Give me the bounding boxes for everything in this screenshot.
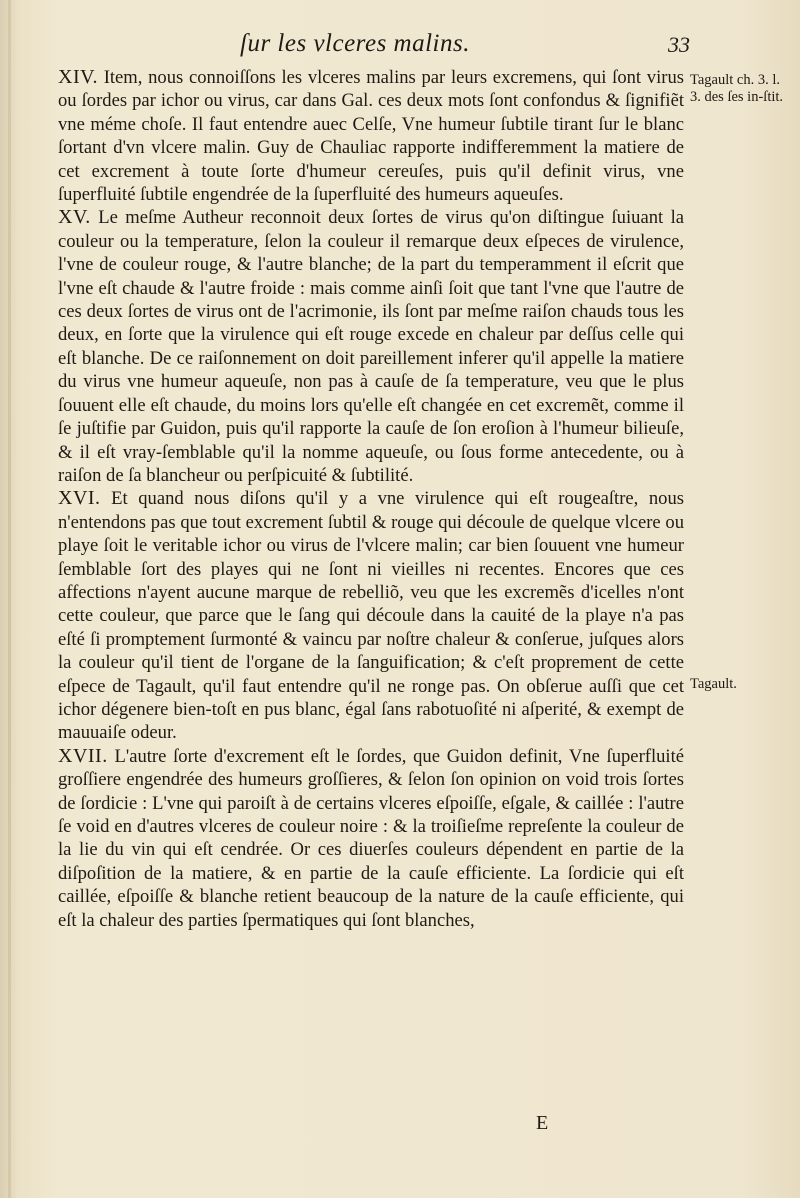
- section-number: XV.: [58, 206, 91, 229]
- paragraph-text: L'autre ſorte d'excrement eſt le ſordes, que Guidon definit, Vne ſuperfluité groſſiere engendrée des humeurs groſſieres, & ſelon ſon opinion on void trois ſortes de ſordicie : L'vne qui paroiſt à de certains vlceres eſpoiſſe, eſgale, & caillée : l'autre ſe void en d'autres vlceres de couleur noire : & la troiſieſme repreſente la couleur de la lie du vin qui eſt cendrée. Or ces diuerſes couleurs dépendent en partie de la diſpoſition de la matiere, & en partie de la cauſe efficiente. La ſordicie qui eſt caillée, eſpoiſſe & blanche retient beaucoup de la nature de la cauſe efficiente, qui eſt la chaleur des parties ſpermatiques qui ſont blanches,: [58, 745, 684, 931]
- paragraph-text: Et quand nous diſons qu'il y a vne virulence qui eſt rougeaſtre, nous n'entendons pas que tout excrement ſubtil & rouge qui découle de quelque vlcere ou playe ſoit le veritable ichor ou virus de l'vlcere malin; car bien ſouuent vne humeur ſemblable ſort des playes qui ne ſont ni vieilles ni recentes. Encores que ces affections n'ayent aucune marque de rebelliõ, veu que les excremẽs d'icelles n'ont cette couleur, que parce que le ſang qui découle dans la cauité de la playe n'a pas eſté ſi promptement ſurmonté & vaincu par noſtre chaleur & conſerue, juſques alors la couleur qu'il tient de l'organe de la ſanguification; & c'eſt proprement de cette eſpece de Tagault, qu'il faut entendre qu'il ne ronge pas. On obſerue auſſi que cet ichor dégenere bien-toſt en pus blanc, égal ſans rabotuoſité ni aſperité, & exempt de mauuaiſe odeur.: [58, 488, 684, 744]
- signature-mark: E: [536, 1112, 549, 1134]
- section-number: XIV.: [58, 66, 98, 88]
- text-body: [58, 66, 684, 932]
- paragraph-xv: [58, 206, 684, 487]
- margin-note-tagault-reference: Tagault ch. 3. l. 3. des ſes in-ſtit.: [690, 72, 784, 105]
- paragraph-xiv: [58, 66, 684, 206]
- paragraph-text: Le meſme Autheur reconnoit deux ſortes de virus qu'on diſtingue ſuiuant la couleur ou la temperature, ſelon la couleur il remarque deux eſpeces de virulence, l'vne de couleur rouge, & l'autre blanche; de la part du temperamment il eſcrit que l'vne eſt chaude & l'autre froide : mais comme ainſi ſoit que tant l'vne que l'autre de ces deux ſortes de virus ont de l'acrimonie, ils ſont par meſme raiſon chauds tous les deux, en ſorte que la virulence qui eſt rouge excede en chaleur par deſſus celle qui eſt blanche. De ce raiſonnement on doit pareillement inferer qu'il appelle la matiere du virus vne humeur aqueuſe, non pas à cauſe de ſa temperature, veu que le plus ſouuent elle eſt chaude, du moins lors qu'elle eſt changée en cet excremẽt, comme il ſe juſtifie par Guidon, puis qu'il rapporte la cauſe de ſon eroſion à l'humeur bilieuſe, & il eſt vray-ſemblable qu'il la nomme aqueuſe, ou ſous forme antecedente, ou à raiſon de ſa blancheur ou perſpicuité & ſubtilité.: [58, 207, 684, 486]
- paragraph-xvi: [58, 487, 684, 744]
- paragraph-text: Item, nous connoiſſons les vlceres malins par leurs excremens, qui ſont virus ou ſordes par ichor ou virus, car dans Gal. ces deux mots ſont confondus & ſignifiẽt vne méme choſe. Il faut entendre auec Celſe, Vne humeur ſubtile tirant ſur le blanc ſortant d'vn vlcere malin. Guy de Chauliac rapporte indifferemment la matiere de cet excrement à toute ſorte d'humeur cereuſes, puis qu'il definit virus, vne ſuperfluité ſubtile engendrée de la ſuperfluité des humeurs aqueuſes.: [58, 67, 684, 206]
- page-header: [60, 30, 690, 64]
- running-title: ſur les vlceres malins.: [240, 30, 470, 57]
- paragraph-xvii: [58, 745, 684, 932]
- page-fold-shadow: [8, 0, 11, 1198]
- margin-note-tagault: Tagault.: [690, 676, 737, 692]
- section-number: XVI.: [58, 487, 101, 510]
- section-number: XVII.: [58, 744, 108, 767]
- page-number: 33: [668, 32, 690, 57]
